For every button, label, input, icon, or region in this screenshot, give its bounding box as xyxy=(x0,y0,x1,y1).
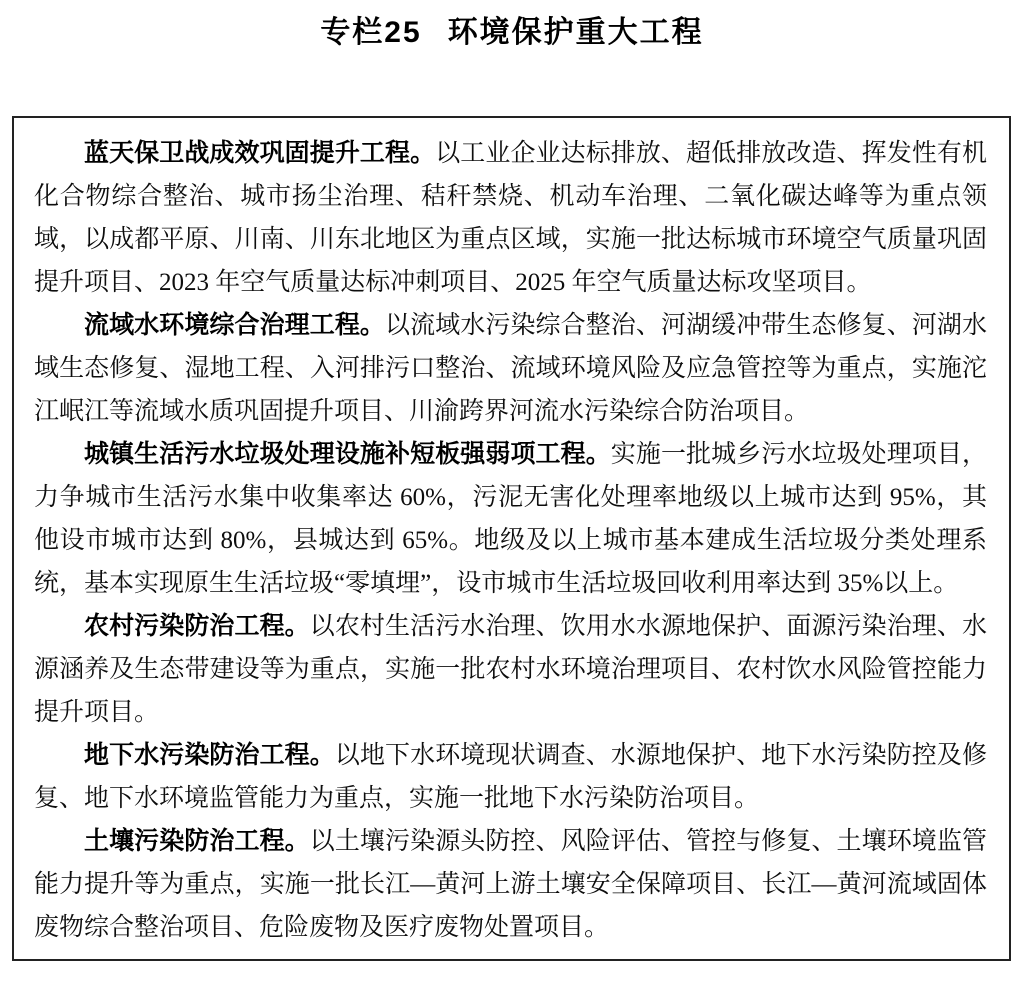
content-box xyxy=(12,116,1011,961)
paragraph-blue-sky-lead: 蓝天保卫战成效巩固提升工程。 xyxy=(84,140,436,167)
paragraph-urban-sewage-lead: 城镇生活污水垃圾处理设施补短板强弱项工程。 xyxy=(84,441,611,468)
paragraph-watershed-lead: 流域水环境综合治理工程。 xyxy=(84,312,386,339)
paragraph-groundwater xyxy=(34,734,987,820)
column-number: 专栏25 xyxy=(320,16,422,49)
paragraph-soil-lead: 土壤污染防治工程。 xyxy=(84,828,310,855)
paragraph-soil xyxy=(34,820,987,949)
paragraph-urban-sewage-body: 实施一批城乡污水垃圾处理项目，力争城市生活污水集中收集率达 60%，污泥无害化处理率地级以上城市达到 95%，其他设市城市达到 80%，县城达到 65%。地级及以上城市基本建成生活垃圾分类处理系统，基本实现原生生活垃圾“零填埋”，设市城市生活垃圾回收利用率达到 35%以上。 xyxy=(34,441,987,597)
paragraph-blue-sky-body: 以工业企业达标排放、超低排放改造、挥发性有机化合物综合整治、城市扬尘治理、秸秆禁烧、机动车治理、二氧化碳达峰等为重点领域，以成都平原、川南、川东北地区为重点区域，实施一批达标城市环境空气质量巩固提升项目、2023 年空气质量达标冲刺项目、2025 年空气质量达标攻坚项目。 xyxy=(34,140,987,296)
paragraph-soil-body: 以土壤污染源头防控、风险评估、管控与修复、土壤环境监管能力提升等为重点，实施一批长江—黄河上游土壤安全保障项目、长江—黄河流域固体废物综合整治项目、危险废物及医疗废物处置项目。 xyxy=(34,828,987,941)
paragraph-rural-pollution xyxy=(34,605,987,734)
title-text: 环境保护重大工程 xyxy=(447,16,704,49)
paragraph-watershed-body: 以流域水污染综合整治、河湖缓冲带生态修复、河湖水域生态修复、湿地工程、入河排污口整治、流域环境风险及应急管控等为重点，实施沱江岷江等流域水质巩固提升项目、川渝跨界河流水污染综合防治项目。 xyxy=(34,312,987,425)
paragraph-rural-pollution-lead: 农村污染防治工程。 xyxy=(84,613,310,640)
paragraph-watershed xyxy=(34,304,987,433)
paragraph-groundwater-body: 以地下水环境现状调查、水源地保护、地下水污染防控及修复、地下水环境监管能力为重点，实施一批地下水污染防治项目。 xyxy=(34,742,987,812)
page-title xyxy=(0,14,1024,52)
paragraph-rural-pollution-body: 以农村生活污水治理、饮用水水源地保护、面源污染治理、水源涵养及生态带建设等为重点，实施一批农村水环境治理项目、农村饮水风险管控能力提升项目。 xyxy=(34,613,987,726)
paragraph-blue-sky xyxy=(34,132,987,304)
paragraph-urban-sewage xyxy=(34,433,987,605)
paragraph-groundwater-lead: 地下水污染防治工程。 xyxy=(84,742,335,769)
